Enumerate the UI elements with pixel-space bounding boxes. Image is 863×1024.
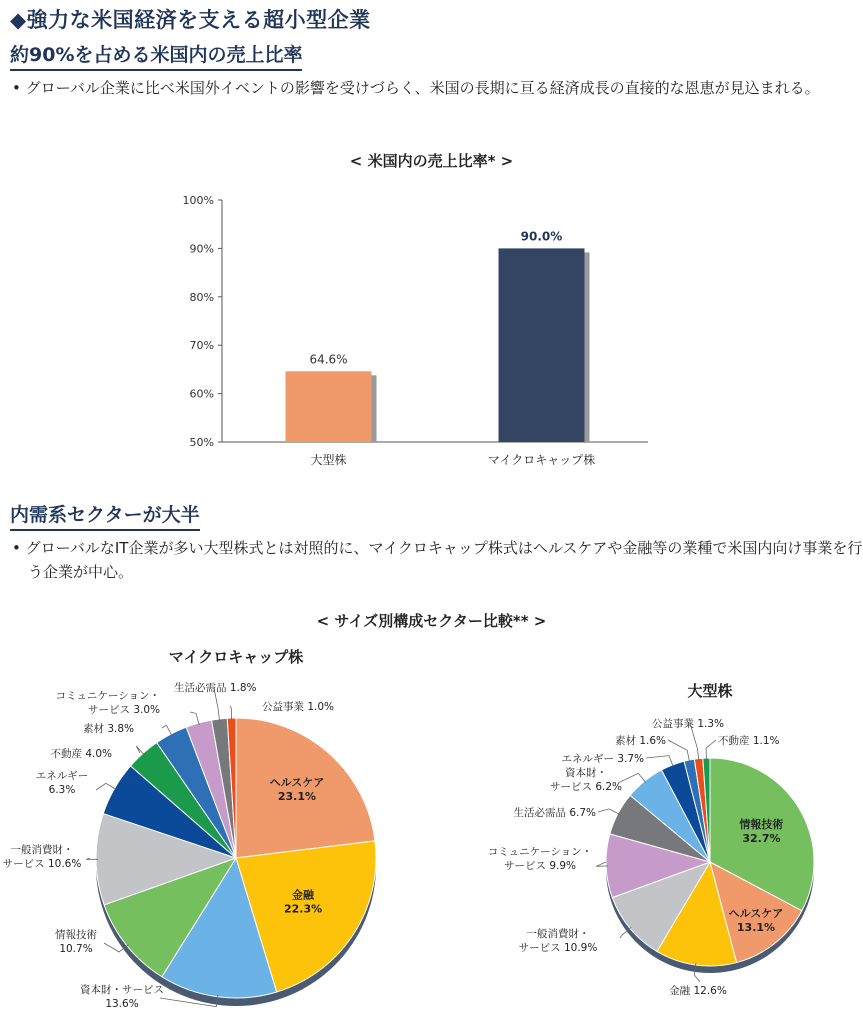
slice-label: 資本財・ (565, 767, 607, 779)
section1-heading: 約90%を占める米国内の売上比率 (10, 40, 302, 71)
leader-line (706, 740, 716, 760)
leader-line (646, 756, 673, 767)
slice-label-line2: サービス 10.9% (518, 942, 598, 954)
slice-label: エネルギー (35, 770, 89, 782)
slice-pct: 13.6% (105, 998, 139, 1010)
leader-line (136, 746, 144, 755)
y-tick-label: 90% (189, 242, 214, 256)
slice-label-line2: サービス 10.6% (2, 858, 82, 870)
slice-label: 金融 (292, 888, 315, 902)
y-tick-label: 80% (189, 290, 214, 304)
slice-label: 金融 12.6% (669, 985, 727, 997)
leader-line (598, 809, 620, 815)
slice-label: 素材 3.8% (82, 723, 134, 735)
slice-label: ヘルスケア (728, 906, 784, 920)
bar (499, 248, 585, 442)
slice-pct: 6.3% (48, 784, 76, 796)
slice-pct: 23.1% (277, 790, 317, 804)
pie-title: 大型株 (687, 682, 733, 700)
pie-group-title: < サイズ別構成セクター比較** > (316, 612, 547, 630)
x-tick-label: マイクロキャップ株 (487, 453, 596, 467)
slice-pct: 10.7% (59, 943, 93, 955)
slice-label: 不動産 1.1% (718, 735, 780, 747)
slice-label: 情報技術 (55, 929, 97, 941)
bar-chart (0, 180, 863, 480)
bar-value-label: 64.6% (309, 352, 348, 367)
y-tick-label: 60% (189, 387, 214, 401)
slice-label: 情報技術 (739, 818, 784, 832)
slice-label: 生活必需品 6.7% (513, 807, 596, 819)
section2-bullet: • グローバルなIT企業が多い大型株式とは対照的に、マイクロキャップ株式はヘルスケアや金融等の業種で米国内向け事業を行う企業が中心。 (12, 539, 863, 581)
pie-charts (0, 640, 863, 1024)
bar-chart-title: < 米国内の売上比率* > (349, 152, 514, 170)
section1-bullet: • グローバル企業に比べ米国外イベントの影響を受けづらく、米国の長期に亘る経済成長の直接的な恩恵が見込まれる。 (12, 79, 820, 97)
y-tick-label: 70% (189, 339, 214, 353)
slice-label: コミュニケーション・ (487, 846, 593, 858)
bar (286, 371, 372, 442)
slice-label: エネルギー 3.7% (561, 753, 644, 765)
slice-label: 資本財・サービス (80, 984, 164, 996)
pie-chart (488, 682, 814, 997)
slice-label-line2: サービス 6.2% (549, 781, 623, 793)
slice-label: コミュニケーション・ (55, 690, 160, 702)
section2-heading: 内需系セクターが大半 (10, 500, 200, 531)
x-tick-label: 大型株 (310, 453, 347, 467)
slice-label: ヘルスケア (269, 776, 325, 790)
slice-label: 生活必需品 1.8% (174, 682, 257, 694)
page-title: ◆強力な米国経済を支える超小型企業 (10, 8, 371, 32)
slice-pct: 22.3% (283, 902, 323, 916)
pie-chart (3, 648, 376, 1010)
slice-label-line2: サービス 9.9% (503, 860, 577, 872)
slice-label: 一般消費財・ (10, 844, 74, 856)
leader-line (620, 773, 646, 782)
slice-pct: 32.7% (742, 832, 781, 846)
bar-value-label: 90.0% (520, 229, 563, 244)
slice-label-line2: サービス 3.0% (87, 704, 160, 716)
leader-line (96, 783, 116, 790)
slice-label: 公益事業 1.3% (652, 718, 725, 730)
y-tick-label: 50% (189, 436, 214, 449)
y-tick-label: 100% (182, 194, 214, 207)
leader-line (668, 740, 690, 762)
slice-label: 公益事業 1.0% (262, 701, 335, 713)
slice-pct: 13.1% (736, 920, 776, 934)
slice-label: 不動産 4.0% (50, 748, 112, 760)
pie-title: マイクロキャップ株 (168, 648, 304, 666)
slice-label: 素材 1.6% (614, 735, 666, 747)
slice-label: 一般消費財・ (526, 928, 590, 940)
